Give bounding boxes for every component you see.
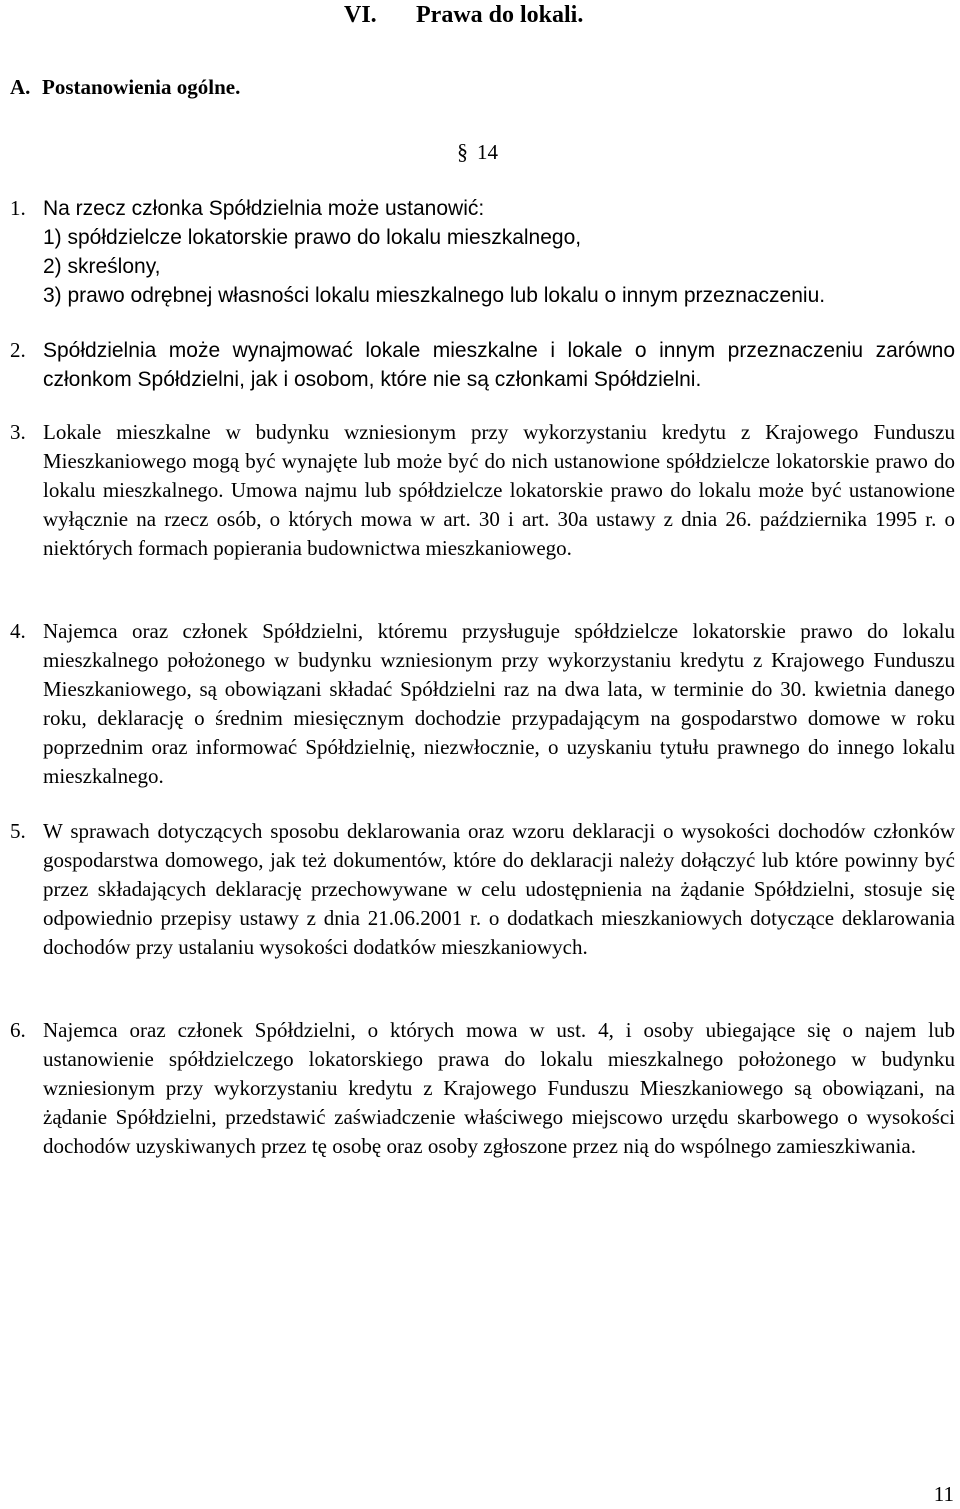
item-number: 5. [10,819,26,843]
list-item-6 [10,1016,955,1161]
chapter-heading [344,0,583,30]
item-number: 6. [10,1018,26,1042]
list-item-4 [10,617,955,791]
item-text: Najemca oraz członek Spółdzielni, o których mowa w ust. 4, i osoby ubiegające się o najem lub ustanowienie spółdzielczego lokatorskiego prawa do lokalu mieszkalnego położonego w budynku wzniesionym przy wykorzystaniu kredytu z Krajowego Funduszu Mieszkaniowego są obowiązani, na żądanie Spółdzielni, przedstawić zaświadczenie właściwego miejscowo urzędu skarbowego o wysokości dochodów uzyskiwanych przez tę osobę oraz osoby zgłoszone przez nią do wspólnego zamieszkiwania. [43,1018,955,1158]
chapter-number: VI. [344,2,377,28]
sub-item-2: 2) skreślony, [43,255,161,278]
sub-item-1: 1) spółdzielcze lokatorskie prawo do lokalu mieszkalnego, [43,226,582,249]
paragraph-number: 14 [477,140,498,164]
section-letter: A. [10,75,31,99]
list-item-5 [10,817,955,962]
page-number: 11 [933,1482,954,1506]
paragraph-sign: § [457,139,468,164]
item-text: Spółdzielnia może wynajmować lokale mieszkalne i lokale o innym przeznaczeniu zarówno członkom Spółdzielni, jak i osobom, które nie są członkami Spółdzielni. [43,339,955,391]
item-text: W sprawach dotyczących sposobu deklarowania oraz wzoru deklaracji o wysokości dochodów członków gospodarstwa domowego, jak też dokumentów, które do deklaracji należy dołączyć lub które powinny być przez składających deklarację przechowywane w celu udostępnienia na żądanie Spółdzielni, stosuje się odpowiednio przepisy ustawy z dnia 21.06.2001 r. o dodatkach mieszkaniowych dotyczące deklarowania dochodów przy ustalaniu wysokości dodatków mieszkaniowych. [43,819,955,959]
list-item-1 [10,194,955,310]
sub-list [43,223,955,310]
item-body [43,194,955,310]
item-text: Lokale mieszkalne w budynku wzniesionym przy wykorzystaniu kredytu z Krajowego Funduszu Mieszkaniowego mogą być wynajęte lub może być do nich ustanowione spółdzielcze lokatorskie prawo do lokalu mieszkalnego. Umowa najmu lub spółdzielcze lokatorskie prawo do lokalu może być ustanowione wyłącznie na rzecz osób, o których mowa w art. 30 i art. 30a ustawy z dnia 26. października 1995 r. o niektórych formach popierania budownictwa mieszkaniowego. [43,420,955,560]
sub-item-3: 3) prawo odrębnej własności lokalu mieszkalnego lub lokalu o innym przeznaczeniu. [43,284,826,307]
chapter-title: Prawa do lokali. [416,2,584,28]
section-title: Postanowienia ogólne. [42,75,241,99]
item-number: 4. [10,619,26,643]
item-intro: Na rzecz członka Spółdzielnia może ustanowić: [43,197,485,220]
item-number: 2. [10,338,26,362]
item-number: 1. [10,196,26,220]
list-item-3 [10,418,955,563]
paragraph-mark [457,137,498,167]
list-item-2 [10,336,955,394]
section-heading [10,72,240,102]
item-text: Najemca oraz członek Spółdzielni, któremu przysługuje spółdzielcze lokatorskie prawo do lokalu mieszkalnego położonego w budynku wzniesionym przy wykorzystaniu kredytu z Krajowego Funduszu Mieszkaniowego, są obowiązani składać Spółdzielni raz na dwa lata, w terminie do 30. kwietnia danego roku, deklarację o średnim miesięcznym dochodzie przypadającym na gospodarstwo domowe w roku poprzednim oraz informować Spółdzielnię, niezwłocznie, o uzyskaniu tytułu prawnego do innego lokalu mieszkalnego. [43,619,955,788]
item-number: 3. [10,420,26,444]
